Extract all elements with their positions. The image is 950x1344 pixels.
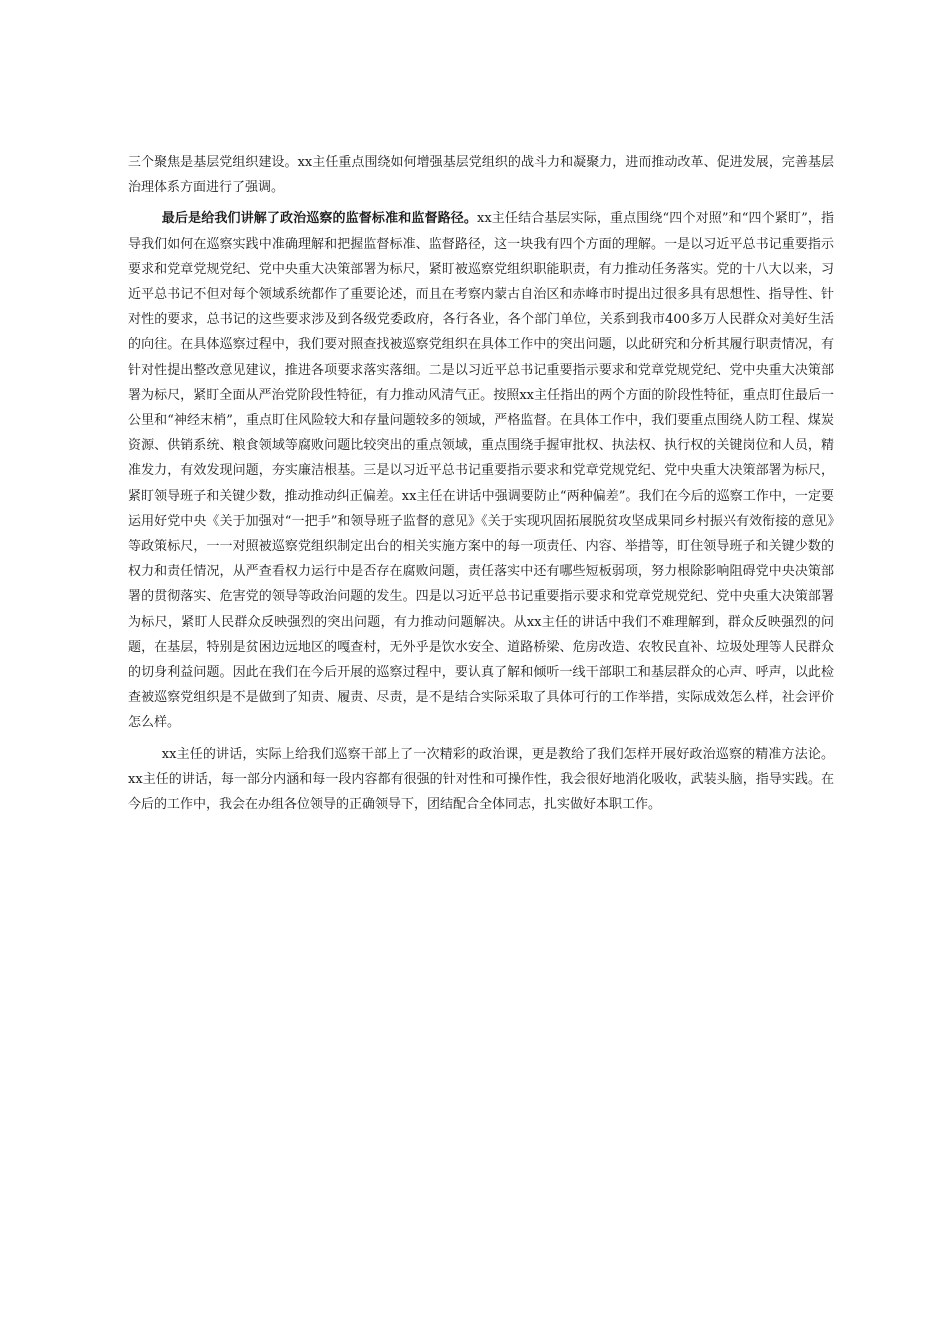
paragraph-text: xx主任的讲话，实际上给我们巡察干部上了一次精彩的政治课，更是教给了我们怎样开展好政治巡察的精准方法论。xx主任的讲话，每一部分内涵和每一段内容都有很强的针对性和可操作性，我会很好地消化吸收，武装头脑，指导实践。在今后的工作中，我会在办组各位领导的正确领导下，团结配合全体同志，扎实做好本职工作。 <box>128 746 834 813</box>
paragraph-text: 三个聚焦是基层党组织建设。xx主任重点围绕如何增强基层党组织的战斗力和凝聚力，进而推动改革、促进发展，完善基层治理体系方面进行了强调。 <box>128 155 834 196</box>
paragraph-text: xx主任结合基层实际，重点围绕“四个对照”和“四个紧盯”，指导我们如何在巡察实践中准确理解和把握监督标准、监督路径，这一块我有四个方面的理解。一是以习近平总书记重要指示要求和党章党规党纪、党中央重大决策部署为标尺，紧盯被巡察党组织职能职责，有力推动任务落实。党的十八大以来，习近平总书记不但对每个领域系统都作了重要论述，而且在考察内蒙古自治区和赤峰市时提出过很多具有思想性、指导性、针对性的要求，总书记的这些要求涉及到各级党委政府，各行各业，各个部门单位，关系到我市400多万人民群众对美好生活的向往。在具体巡察过程中，我们要对照查找被巡察党组织在具体工作中的突出问题，以此研究和分析其履行职责情况，有针对性提出整改意见建议，推进各项要求落实落细。二是以习近平总书记重要指示要求和党章党规党纪、党中央重大决策部署为标尺，紧盯全面从严治党阶段性特征，有力推动风清气正。按照xx主任指出的两个方面的阶段性特征，重点盯住最后一公里和“神经末梢”，重点盯住风险较大和存量问题较多的领域，严格监督。在具体工作中，我们要重点围绕人防工程、煤炭资源、供销系统、粮食领域等腐败问题比较突出的重点领域，重点围绕手握审批权、执法权、执行权的关键岗位和人员，精准发力，有效发现问题，夯实廉洁根基。三是以习近平总书记重要指示要求和党章党规党纪、党中央重大决策部署为标尺，紧盯领导班子和关键少数，推动推动纠正偏差。xx主任在讲话中强调要防止“两种偏差”。我们在今后的巡察工作中，一定要运用好党中央《关于加强对“一把手”和领导班子监督的意见》《关于实现巩固拓展脱贫攻坚成果同乡村振兴有效衔接的意见》等政策标尺，一一对照被巡察党组织制定出台的相关实施方案中的每一项责任、内容、举措等，盯住领导班子和关键少数的权力和责任情况，从严查看权力运行中是否存在腐败问题，责任落实中还有哪些短板弱项，努力根除影响阻碍党中央决策部署的贯彻落实、危害党的领导等政治问题的发生。四是以习近平总书记重要指示要求和党章党规党纪、党中央重大决策部署为标尺，紧盯人民群众反映强烈的突出问题，有力推动问题解决。从xx主任的讲话中我们不难理解到，群众反映强烈的问题，在基层，特别是贫困边远地区的嘎查村，无外乎是饮水安全、道路桥梁、危房改造、农牧民直补、垃圾处理等人民群众的切身利益问题。因此在我们在今后开展的巡察过程中，要认真了解和倾听一线干部职工和基层群众的心声、呼声，以此检查被巡察党组织是不是做到了知责、履责、尽责，是不是结合实际采取了具体可行的工作举措，实际成效怎么样，社会评价怎么样。 <box>128 211 834 731</box>
paragraph-supervision-standards <box>128 206 834 735</box>
paragraph-grassroots-party-building <box>128 150 834 200</box>
paragraph-lead-sentence: 最后是给我们讲解了政治巡察的监督标准和监督路径。 <box>161 211 477 227</box>
document-body <box>128 150 834 823</box>
paragraph-conclusion <box>128 742 834 818</box>
